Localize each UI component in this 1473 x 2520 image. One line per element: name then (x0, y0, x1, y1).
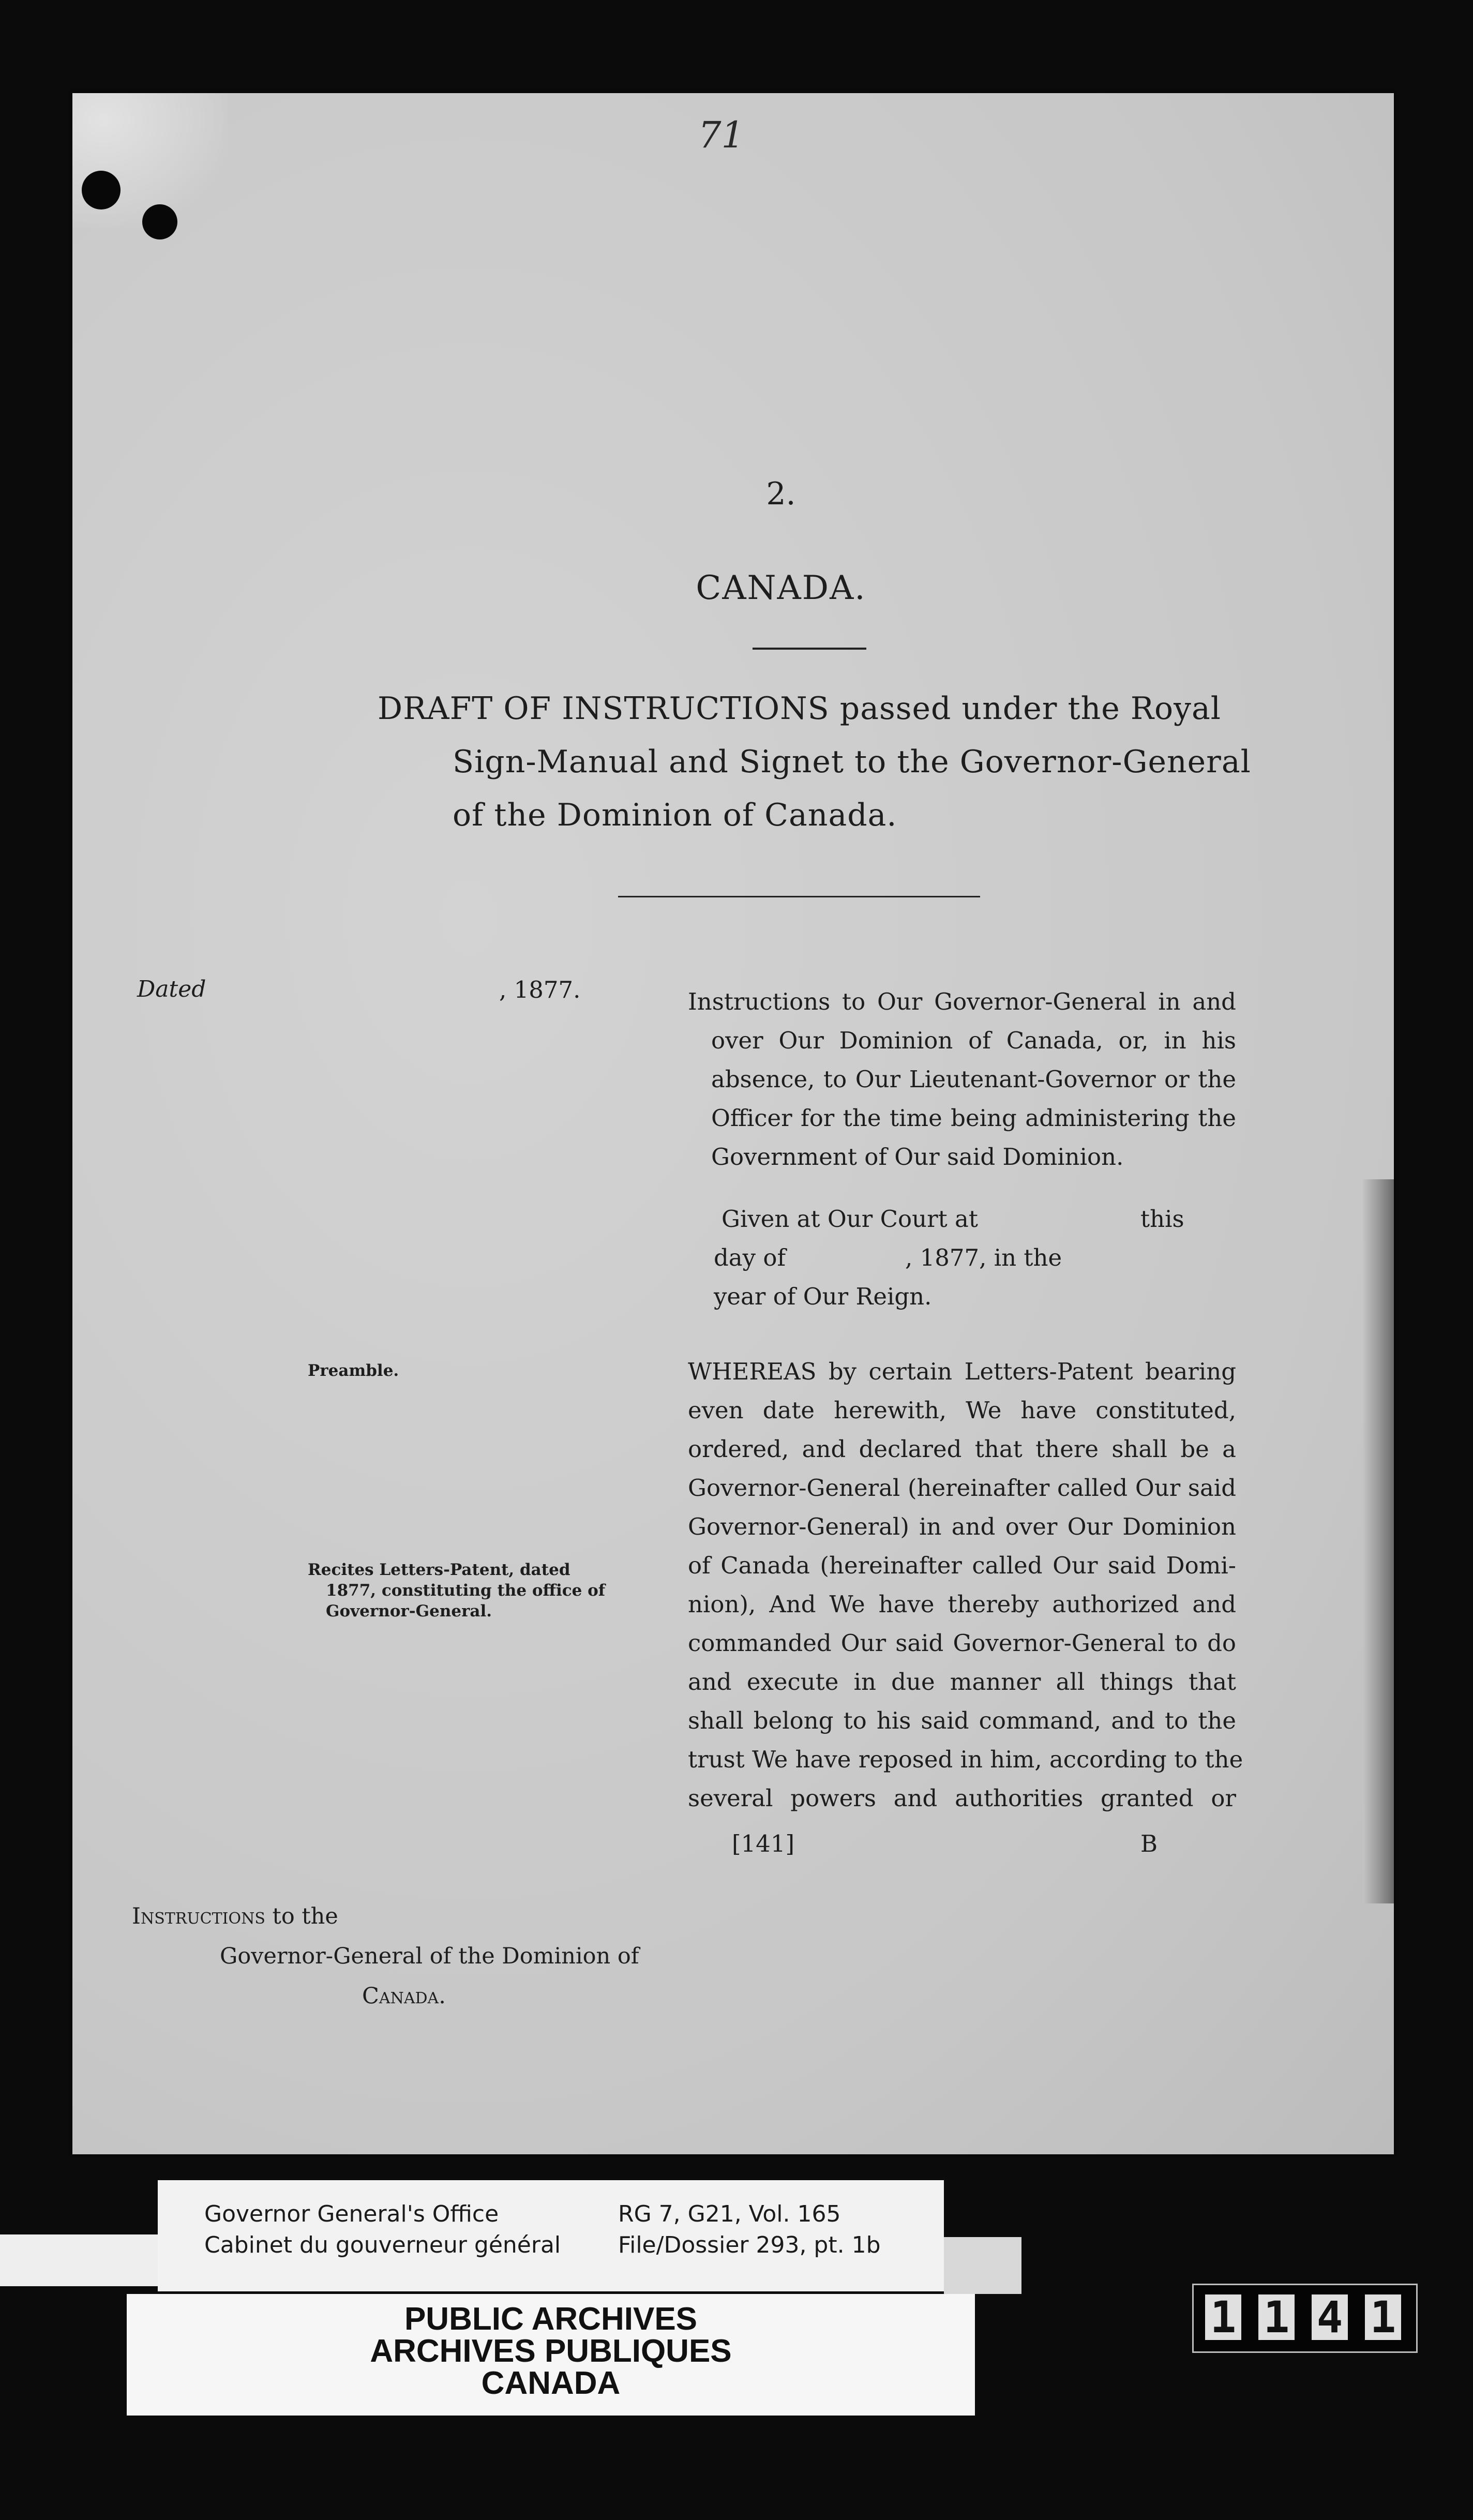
heading: CANADA. (696, 569, 866, 607)
whereas-line-10: shall belong to his said command, and to the (688, 1707, 1236, 1734)
title-line-3: of the Dominion of Canada. (453, 797, 897, 833)
folio-number: 71 (698, 114, 745, 156)
film-tab-right (944, 2237, 1021, 2294)
endorsement-line-1 (132, 1903, 338, 1929)
counter-digit: 1 (1365, 2294, 1401, 2340)
page-edge-shadow (1363, 1179, 1394, 1903)
given-line-2b: , 1877, in the (905, 1244, 1062, 1271)
margin-note-recites-2: 1877, constituting the office of (326, 1581, 606, 1600)
dated-year: , 1877. (499, 976, 581, 1003)
instructions-line-4: Officer for the time being administering the (711, 1104, 1236, 1132)
office-name-fr: Cabinet du gouverneur général (204, 2232, 561, 2258)
whereas-line-2: even date herewith, We have constituted, (688, 1397, 1236, 1424)
whereas-line-4: Governor-General (hereinafter called Our said (688, 1474, 1236, 1502)
whereas-line-12: several powers and authorities granted or (688, 1784, 1236, 1812)
endorsement-line-2: Governor-General of the Dominion of (220, 1943, 639, 1969)
dated-label: Dated (137, 976, 206, 1002)
office-name-en: Governor General's Office (204, 2201, 499, 2227)
archives-stamp-line-1: PUBLIC ARCHIVES (404, 2301, 698, 2337)
whereas-line-6: of Canada (hereinafter called Our said Domi- (688, 1552, 1236, 1579)
margin-note-preamble: Preamble. (308, 1361, 399, 1380)
instructions-line-1: Instructions to Our Governor-General in and (688, 988, 1236, 1015)
given-line-1a: Given at Our Court at (722, 1205, 978, 1233)
title-line-1: DRAFT OF INSTRUCTIONS passed under the Royal (378, 691, 1221, 727)
reference-line-2: File/Dossier 293, pt. 1b (618, 2232, 881, 2258)
archives-stamp-line-3: CANADA (481, 2365, 621, 2401)
instructions-line-3: absence, to Our Lieutenant-Governor or the (711, 1066, 1236, 1093)
archive-label-card (158, 2180, 944, 2291)
punch-hole (82, 171, 121, 209)
margin-note-recites-3: Governor-General. (326, 1602, 492, 1621)
given-line-2a: day of (714, 1244, 786, 1271)
punch-hole (142, 204, 177, 239)
whereas-line-11: trust We have reposed in him, according to the (688, 1746, 1243, 1773)
frame-counter (1192, 2284, 1418, 2353)
whereas-line-7: nion), And We have thereby authorized and (688, 1591, 1236, 1618)
instructions-line-5: Government of Our said Dominion. (711, 1143, 1124, 1171)
endorsement-line-3: Canada. (362, 1983, 446, 2009)
instructions-line-2: over Our Dominion of Canada, or, in his (711, 1027, 1236, 1054)
whereas-line-8: commanded Our said Governor-General to do (688, 1629, 1236, 1657)
document-page (72, 93, 1394, 2154)
page-number: 2. (766, 476, 796, 512)
given-line-3: year of Our Reign. (714, 1283, 932, 1310)
archives-stamp-line-2: ARCHIVES PUBLIQUES (370, 2333, 732, 2369)
counter-digit: 1 (1205, 2294, 1241, 2340)
endorsement-line-1-rest: to the (265, 1903, 338, 1929)
sheet-letter: B (1140, 1830, 1158, 1857)
counter-digit: 4 (1312, 2294, 1348, 2340)
short-rule (753, 648, 866, 650)
film-tab-left (0, 2234, 158, 2286)
reference-line-1: RG 7, G21, Vol. 165 (618, 2201, 841, 2227)
whereas-line-1: WHEREAS by certain Letters-Patent bearing (688, 1358, 1236, 1385)
title-line-2: Sign-Manual and Signet to the Governor-General (453, 744, 1251, 780)
whereas-line-9: and execute in due manner all things that (688, 1668, 1236, 1696)
whereas-line-5: Governor-General) in and over Our Dominion (688, 1513, 1236, 1540)
whereas-line-3: ordered, and declared that there shall be a (688, 1435, 1236, 1463)
endorsement-smallcaps: Instructions (132, 1903, 265, 1929)
long-rule (618, 896, 980, 897)
counter-digit: 1 (1258, 2294, 1295, 2340)
signature-mark: [141] (732, 1830, 795, 1857)
margin-note-recites-1: Recites Letters-Patent, dated (308, 1561, 570, 1579)
archives-stamp (127, 2294, 975, 2416)
given-line-1b: this (1140, 1205, 1184, 1233)
